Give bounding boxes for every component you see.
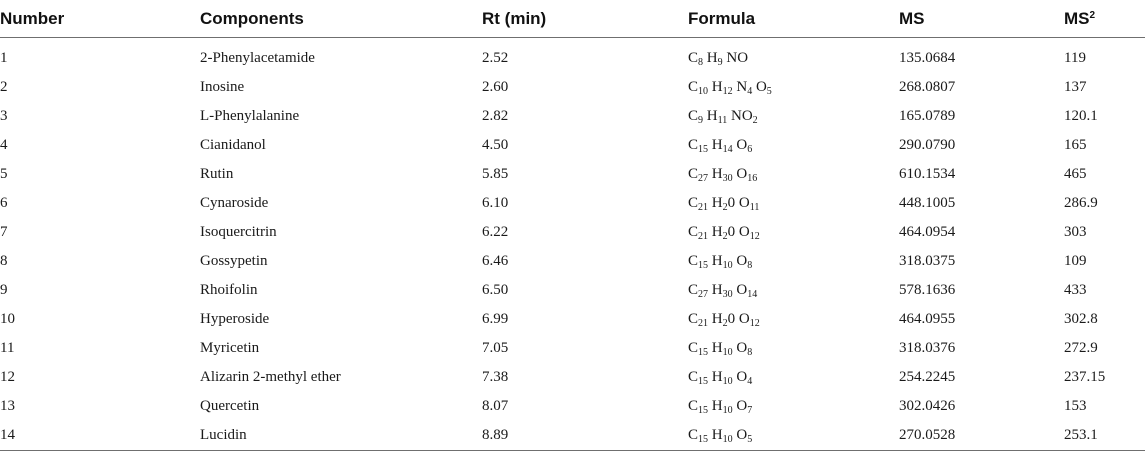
cell-rt: 6.22 (482, 224, 509, 240)
cell-component: Hyperoside (200, 311, 270, 327)
cell-ms2: 253.1 (1064, 421, 1145, 451)
table-row (0, 392, 1145, 421)
cell-rt: 2.60 (482, 79, 509, 95)
cell-rt: 6.46 (482, 253, 509, 269)
formula-element: O (736, 368, 748, 385)
formula-subscript: 14 (722, 143, 733, 155)
formula-subscript: 15 (698, 404, 709, 416)
formula-element: O (736, 426, 748, 443)
formula-subscript: 30 (722, 288, 733, 300)
cell-ms2: 237.15 (1064, 369, 1106, 385)
formula-subscript: 15 (698, 143, 709, 155)
formula-element: H (711, 397, 723, 414)
cell-formula (688, 218, 899, 247)
formula-subscript: 21 (698, 230, 709, 242)
formula-element: O (736, 397, 748, 414)
formula-subscript: 10 (722, 346, 733, 358)
formula-subscript: 21 (698, 317, 709, 329)
cell-component: L-Phenylalanine (200, 108, 300, 124)
formula-subscript: 9 (698, 114, 704, 126)
formula-element: NO (726, 49, 749, 66)
header-row (0, 0, 1145, 38)
cell-component: Inosine (200, 79, 245, 95)
formula-element: O (755, 78, 767, 95)
formula-subscript: 5 (766, 85, 772, 97)
formula-element: H (711, 252, 723, 269)
formula-subscript: 14 (747, 288, 758, 300)
header-components: Components (200, 0, 482, 38)
table-row (0, 102, 1145, 131)
cell-rt: 7.05 (482, 340, 509, 356)
formula-element: NO (731, 107, 753, 124)
cell-component: Quercetin (200, 398, 260, 414)
formula-subscript: 10 (722, 433, 733, 445)
formula-subscript: 2 (722, 201, 728, 213)
formula-element: C (688, 223, 699, 240)
formula-element: C (688, 426, 699, 443)
cell-rt: 7.38 (482, 369, 509, 385)
cell-ms: 448.1005 (899, 195, 956, 211)
formula-element: C (688, 49, 699, 66)
cell-ms: 268.0807 (899, 79, 956, 95)
cell-formula (688, 73, 899, 102)
formula-subscript: 12 (749, 317, 760, 329)
header-ms: MS (899, 0, 1064, 38)
formula-element: H (711, 223, 723, 240)
formula-element: H (711, 281, 723, 298)
formula-element: C (688, 78, 699, 95)
formula-element: C (688, 107, 699, 124)
cell-ms: 318.0375 (899, 253, 956, 269)
formula-suffix: 0 (727, 223, 736, 240)
cell-ms: 318.0376 (899, 340, 956, 356)
formula-element: H (711, 78, 723, 95)
formula-element: H (706, 107, 718, 124)
cell-number: 10 (0, 311, 15, 327)
formula-subscript: 15 (698, 259, 709, 271)
cell-ms: 464.0954 (899, 224, 956, 240)
cell-ms2: 165 (1064, 137, 1087, 153)
formula-suffix: 0 (727, 194, 736, 211)
cell-component: Myricetin (200, 340, 260, 356)
table-row (0, 218, 1145, 247)
header-ms2-text: MS (1064, 8, 1090, 28)
cell-number: 5 (0, 166, 8, 182)
cell-ms2: 153 (1064, 398, 1087, 414)
cell-number: 6 (0, 195, 8, 211)
formula-element: H (711, 165, 723, 182)
formula-element: H (711, 136, 723, 153)
cell-ms2: 119 (1064, 50, 1086, 66)
formula-subscript: 8 (747, 346, 753, 358)
formula-subscript: 12 (722, 85, 733, 97)
formula-element: H (711, 310, 723, 327)
cell-ms: 165.0789 (899, 108, 956, 124)
cell-formula (688, 421, 899, 451)
cell-ms: 270.0528 (899, 421, 1064, 451)
formula-subscript: 6 (747, 143, 753, 155)
formula-subscript: 10 (722, 404, 733, 416)
cell-component: Cianidanol (200, 137, 266, 153)
cell-ms2: 303 (1064, 224, 1087, 240)
formula-subscript: 8 (747, 259, 753, 271)
cell-ms2: 137 (1064, 79, 1087, 95)
table-row (0, 160, 1145, 189)
formula-element: H (711, 368, 723, 385)
formula-element: C (688, 194, 699, 211)
formula-element: O (738, 194, 750, 211)
table-row (0, 73, 1145, 102)
cell-component: Isoquercitrin (200, 224, 277, 240)
formula-subscript: 12 (749, 230, 760, 242)
formula-element: C (688, 165, 699, 182)
formula-element: C (688, 310, 699, 327)
formula-element: H (711, 194, 723, 211)
table-row (0, 305, 1145, 334)
cell-ms: 578.1636 (899, 282, 956, 298)
formula-element: C (688, 252, 699, 269)
cell-ms2: 302.8 (1064, 311, 1098, 327)
cell-number: 11 (0, 340, 15, 356)
formula-subscript: 2 (752, 114, 758, 126)
formula-subscript: 5 (747, 433, 753, 445)
cell-ms: 464.0955 (899, 311, 956, 327)
formula-element: C (688, 281, 699, 298)
table-row (0, 247, 1145, 276)
cell-rt: 4.50 (482, 137, 509, 153)
formula-element: O (736, 252, 748, 269)
cell-component: Cynaroside (200, 195, 269, 211)
formula-subscript: 15 (698, 346, 709, 358)
cell-rt: 5.85 (482, 166, 509, 182)
header-ms2 (1064, 0, 1145, 38)
cell-ms2: 465 (1064, 166, 1087, 182)
cell-number: 7 (0, 224, 8, 240)
formula-subscript: 4 (747, 375, 753, 387)
formula-subscript: 8 (698, 56, 704, 68)
table-header (0, 0, 1145, 38)
formula-suffix: 0 (727, 310, 736, 327)
formula-element: H (711, 339, 723, 356)
formula-subscript: 15 (698, 433, 709, 445)
formula-element: C (688, 339, 699, 356)
cell-ms2: 433 (1064, 282, 1087, 298)
cell-number: 1 (0, 50, 8, 66)
cell-component: Lucidin (200, 421, 482, 451)
formula-subscript: 7 (747, 404, 753, 416)
cell-formula (688, 38, 899, 74)
cell-component: 2-Phenylacetamide (200, 50, 315, 66)
formula-subscript: 27 (698, 172, 709, 184)
cell-rt: 2.52 (482, 50, 509, 66)
cell-rt: 6.50 (482, 282, 509, 298)
formula-element: O (736, 339, 748, 356)
formula-element: C (688, 397, 699, 414)
cell-ms2: 120.1 (1064, 108, 1098, 124)
table-row (0, 276, 1145, 305)
formula-subscript: 11 (717, 114, 728, 126)
cell-formula (688, 247, 899, 276)
cell-component: Alizarin 2-methyl ether (200, 369, 341, 385)
formula-subscript: 10 (722, 259, 733, 271)
cell-number: 2 (0, 79, 8, 95)
formula-element: C (688, 136, 699, 153)
cell-number: 8 (0, 253, 8, 269)
table-row (0, 421, 1145, 451)
formula-subscript: 10 (722, 375, 733, 387)
formula-subscript: 10 (698, 85, 709, 97)
table-body (0, 38, 1145, 451)
cell-ms: 135.0684 (899, 50, 956, 66)
table-row (0, 363, 1145, 392)
formula-element: O (738, 223, 750, 240)
cell-ms: 610.1534 (899, 166, 956, 182)
cell-formula (688, 392, 899, 421)
cell-number: 9 (0, 282, 8, 298)
header-number: Number (0, 0, 200, 38)
cell-formula (688, 102, 899, 131)
formula-element: O (738, 310, 750, 327)
cell-rt: 8.89 (482, 421, 688, 451)
cell-number: 12 (0, 369, 15, 385)
cell-ms2: 286.9 (1064, 195, 1098, 211)
cell-component: Gossypetin (200, 253, 268, 269)
formula-element: C (688, 368, 699, 385)
cell-rt: 2.82 (482, 108, 509, 124)
cell-formula (688, 160, 899, 189)
header-rt: Rt (min) (482, 0, 688, 38)
table-row (0, 38, 1145, 74)
formula-element: N (736, 78, 748, 95)
cell-ms: 290.0790 (899, 137, 956, 153)
cell-rt: 6.10 (482, 195, 509, 211)
cell-formula (688, 276, 899, 305)
cell-formula (688, 305, 899, 334)
cell-rt: 6.99 (482, 311, 509, 327)
formula-subscript: 21 (698, 201, 709, 213)
cell-ms: 302.0426 (899, 398, 956, 414)
formula-element: H (711, 426, 723, 443)
formula-subscript: 27 (698, 288, 709, 300)
cell-formula (688, 363, 899, 392)
header-formula: Formula (688, 0, 899, 38)
cell-number: 3 (0, 108, 8, 124)
cell-component: Rhoifolin (200, 282, 258, 298)
cell-number: 14 (0, 421, 200, 451)
cell-component: Rutin (200, 166, 234, 182)
formula-element: O (736, 136, 748, 153)
table-row (0, 334, 1145, 363)
header-ms2-sup: 2 (1089, 9, 1096, 21)
formula-element: O (736, 165, 748, 182)
formula-subscript: 11 (749, 201, 760, 213)
formula-element: O (736, 281, 748, 298)
cell-number: 13 (0, 398, 15, 414)
formula-element: H (706, 49, 718, 66)
formula-subscript: 2 (722, 317, 728, 329)
formula-subscript: 15 (698, 375, 709, 387)
cell-ms: 254.2245 (899, 369, 956, 385)
table-row (0, 131, 1145, 160)
formula-subscript: 30 (722, 172, 733, 184)
cell-ms2: 109 (1064, 253, 1087, 269)
cell-formula (688, 189, 899, 218)
cell-rt: 8.07 (482, 398, 509, 414)
cell-formula (688, 334, 899, 363)
formula-subscript: 16 (747, 172, 758, 184)
formula-subscript: 2 (722, 230, 728, 242)
cell-number: 4 (0, 137, 8, 153)
cell-formula (688, 131, 899, 160)
formula-subscript: 4 (747, 85, 753, 97)
formula-subscript: 9 (717, 56, 723, 68)
cell-ms2: 272.9 (1064, 340, 1098, 356)
table-row (0, 189, 1145, 218)
